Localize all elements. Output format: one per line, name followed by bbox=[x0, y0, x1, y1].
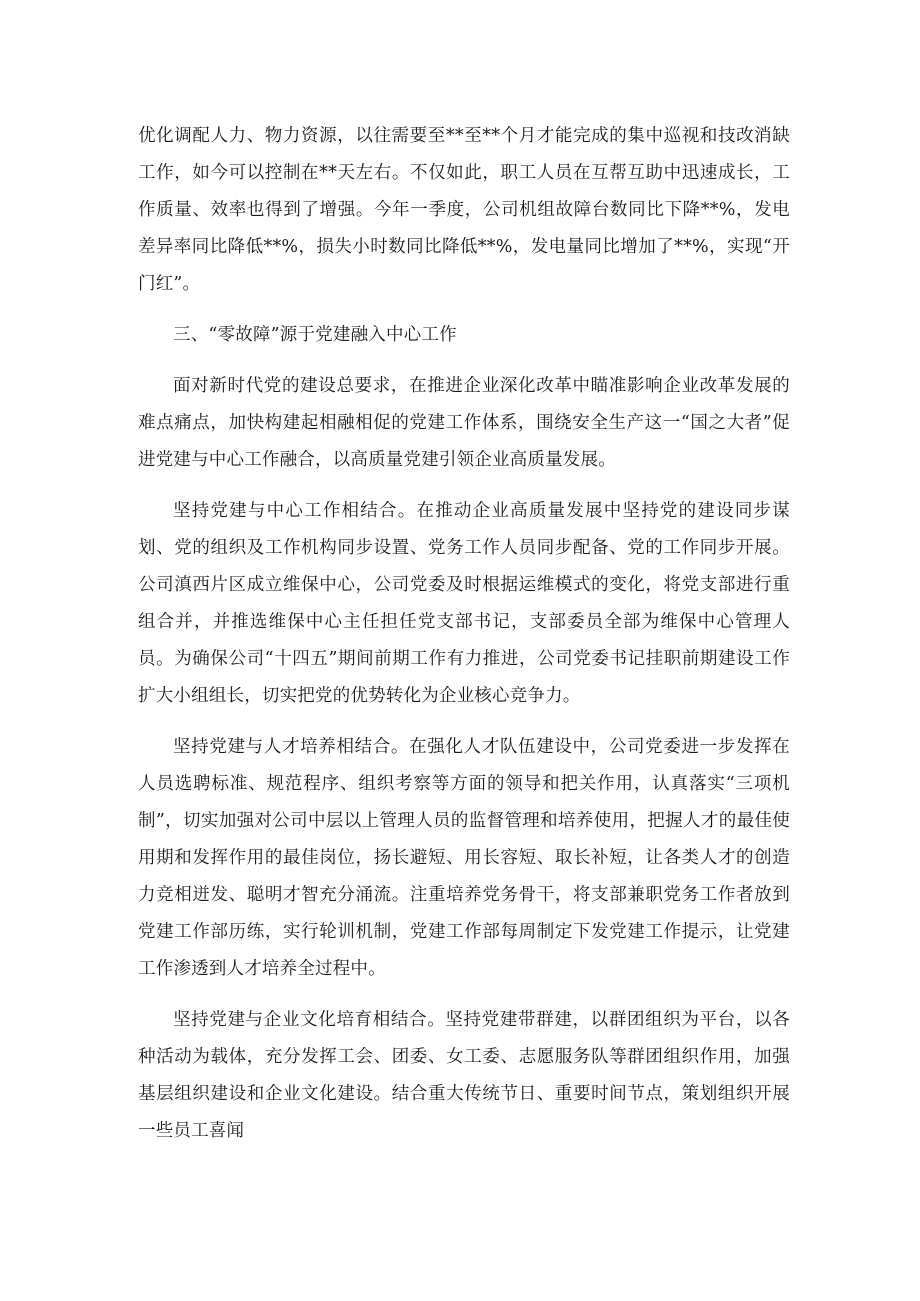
paragraph-central-work: 坚持党建与中心工作相结合。在推动企业高质量发展中坚持党的建设同步谋划、党的组织及工作机构同步设置、党务工作人员同步配备、党的工作同步开展。公司滇西片区成立维保中心，公司党委及时根据运维模式的变化，将党支部进行重组合并，并推选维保中心主任担任党支部书记，支部委员全部为维保中心管理人员。为确保公司“十四五”期间前期工作有力推进，公司党委书记挂职前期建设工作扩大小组组长，切实把党的优势转化为企业核心竞争力。 bbox=[138, 501, 790, 706]
paragraph-culture: 坚持党建与企业文化培育相结合。坚持党建带群建，以群团组织为平台，以各种活动为载体，充分发挥工会、团委、女工委、志愿服务队等群团组织作用，加强基层组织建设和企业文化建设。结合重大传统节日、重要时间节点，策划组织开展一些员工喜闻 bbox=[138, 1010, 790, 1141]
paragraph-intro: 面对新时代党的建设总要求，在推进企业深化改革中瞄准影响企业改革发展的难点痛点，加快构建起相融相促的党建工作体系，围绕安全生产这一“国之大者”促进党建与中心工作融合，以高质量党建引领企业高质量发展。 bbox=[138, 376, 790, 470]
document-body bbox=[138, 118, 790, 1164]
paragraph-continuation: 优化调配人力、物力资源，以往需要至**至**个月才能完成的集中巡视和技改消缺工作，如今可以控制在**天左右。不仅如此，职工人员在互帮互助中迅速成长，工作质量、效率也得到了增强。今年一季度，公司机组故障台数同比下降**%，发电差异率同比降低**%，损失小时数同比降低**%，发电量同比增加了**%，实现“开门红”。 bbox=[138, 126, 790, 294]
paragraph-talent: 坚持党建与人才培养相结合。在强化人才队伍建设中，公司党委进一步发挥在人员选聘标准、规范程序、组织考察等方面的领导和把关作用，认真落实“三项机制”，切实加强对公司中层以上管理人员的监督管理和培养使用，把握人才的最佳使用期和发挥作用的最佳岗位，扬长避短、用长容短、取长补短，让各类人才的创造力竞相迸发、聪明才智充分涌流。注重培养党务骨干，将支部兼职党务工作者放到党建工作部历练，实行轮训机制，党建工作部每周制定下发党建工作提示，让党建工作渗透到人才培养全过程中。 bbox=[138, 737, 790, 979]
section-heading: 三、“零故障”源于党建融入中心工作 bbox=[173, 325, 457, 345]
